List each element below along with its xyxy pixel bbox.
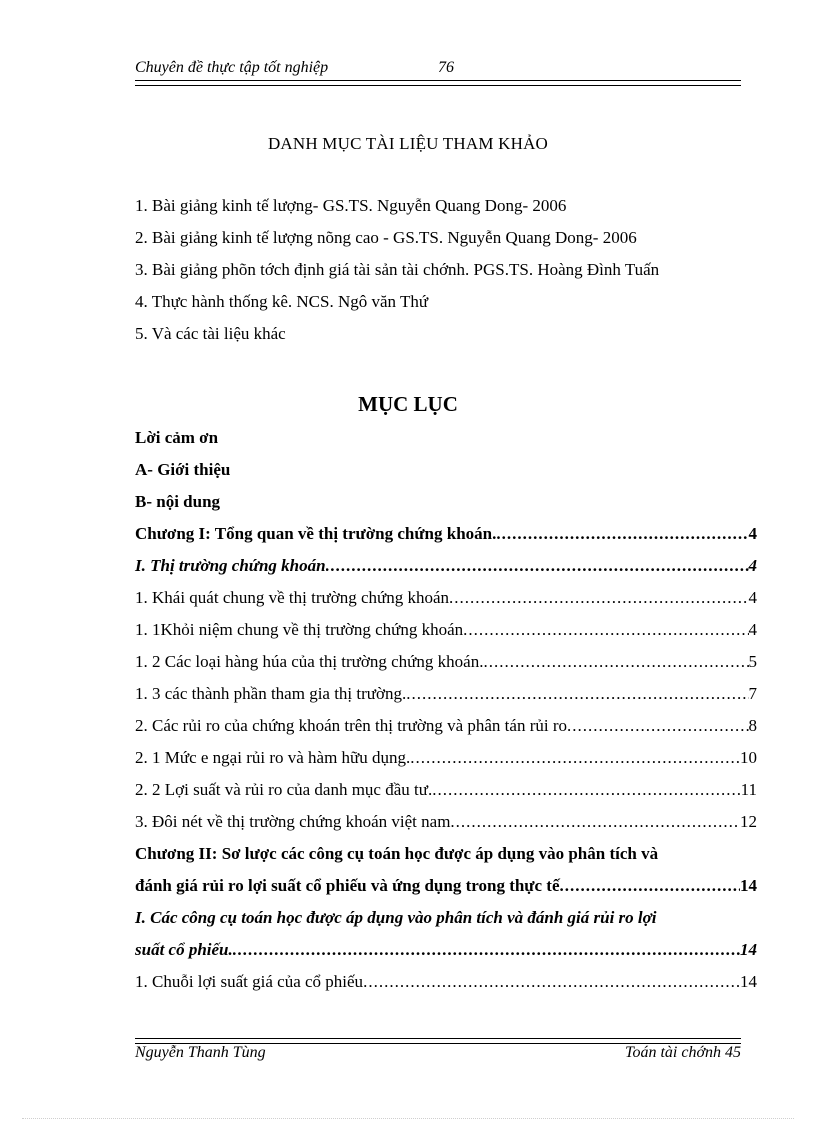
- toc-entry: [135, 428, 757, 460]
- toc-page-number: 4: [748, 524, 757, 543]
- toc-entry: [135, 748, 757, 780]
- toc-entry: [135, 780, 757, 812]
- toc-entry-line2: [135, 940, 757, 972]
- toc-page-number: 14: [740, 940, 757, 959]
- reference-item: 4. Thực hành thống kê. NCS. Ngô văn Thứ: [135, 292, 429, 311]
- toc-heading: MỤC LỤC: [358, 392, 458, 416]
- page-bottom-border: [22, 1118, 794, 1119]
- toc-entry-text: 2. 2 Lợi suất và rủi ro của danh mục đầu tư.: [135, 780, 433, 799]
- toc-entry: [135, 524, 757, 556]
- toc-entry: [135, 556, 757, 588]
- toc-entry-text: 2. 1 Mức e ngại rủi ro và hàm hữu dụng.: [135, 748, 411, 767]
- toc-page-number: 10: [740, 748, 757, 767]
- footer-author: Nguyễn Thanh Tùng: [135, 1044, 266, 1061]
- toc-page-number: 4: [748, 620, 757, 639]
- toc-entry-line2: [135, 876, 757, 908]
- toc-entry-text: Lời cảm ơn: [135, 428, 219, 447]
- toc-entry: [135, 588, 757, 620]
- toc-entry-text: 1. Chuỗi lợi suất giá của cổ phiếu: [135, 972, 364, 991]
- toc-entry: [135, 812, 757, 844]
- reference-item: 3. Bài giảng phõn tớch định giá tài sản tài chớnh. PGS.TS. Hoàng Đình Tuấn: [135, 260, 660, 279]
- toc-entry-text: suất cổ phiếu.: [135, 940, 233, 959]
- toc-page-number: 7: [748, 684, 757, 703]
- toc-page-number: 8: [748, 716, 757, 735]
- toc-page-number: 11: [740, 780, 757, 799]
- toc-page-number: 14: [740, 876, 757, 895]
- toc-entry-text: 1. 1Khỏi niệm chung về thị trường chứng khoán: [135, 620, 464, 639]
- toc-page-number: 12: [740, 812, 757, 831]
- toc-entry: [135, 620, 757, 652]
- toc-entry-text: 1. Khái quát chung về thị trường chứng khoán: [135, 588, 449, 607]
- toc-page-number: 4: [748, 556, 757, 575]
- toc-entry: [135, 684, 757, 716]
- toc-entry-line1: [135, 844, 757, 876]
- toc-entry-text: 1. 2 Các loại hàng húa của thị trường chứng khoán.: [135, 652, 484, 671]
- header-title: Chuyên đề thực tập tốt nghiệp: [135, 59, 329, 76]
- toc-entry-text: 3. Đôi nét về thị trường chứng khoán việt nam: [135, 812, 451, 831]
- toc-entry-text: 1. 3 các thành phần tham gia thị trường.: [135, 684, 407, 703]
- toc-entry-text: Chương II: Sơ lược các công cụ toán học được áp dụng vào phân tích và: [135, 844, 659, 863]
- page-footer: [135, 1044, 741, 1066]
- toc-entry-line1: [135, 908, 757, 940]
- reference-item: 1. Bài giảng kinh tế lượng- GS.TS. Nguyễn Quang Dong- 2006: [135, 196, 567, 215]
- toc-entry: [135, 972, 757, 1004]
- toc-entry-text: I. Thị trường chứng khoán: [135, 556, 326, 575]
- toc-entry: [135, 652, 757, 684]
- toc-entry: [135, 492, 757, 524]
- references-heading: DANH MỤC TÀI LIỆU THAM KHẢO: [267, 134, 549, 153]
- toc-entry-text: I. Các công cụ toán học được áp dụng vào phân tích và đánh giá rủi ro lợi: [135, 908, 657, 927]
- toc-entry: [135, 460, 757, 492]
- toc-entry-text: A- Giới thiệu: [135, 460, 231, 479]
- toc-entry-text: 2. Các rủi ro của chứng khoán trên thị trường và phân tán rủi ro: [135, 716, 567, 735]
- toc-entry: [135, 716, 757, 748]
- page-number: 76: [438, 59, 454, 76]
- toc-entry-text: B- nội dung: [135, 492, 221, 511]
- toc-page-number: 5: [748, 652, 757, 671]
- header-rule: [135, 80, 741, 86]
- reference-item: 2. Bài giảng kinh tế lượng nõng cao - GS.TS. Nguyễn Quang Dong- 2006: [135, 228, 637, 247]
- page-header: [135, 57, 741, 79]
- toc-page-number: 14: [740, 972, 757, 991]
- toc-entry-text: Chương I: Tổng quan về thị trường chứng khoán.: [135, 524, 497, 543]
- toc-entry-text: đánh giá rủi ro lợi suất cổ phiếu và ứng dụng trong thực tế: [135, 876, 560, 895]
- footer-class: Toán tài chớnh 45: [625, 1044, 741, 1061]
- toc-page-number: 4: [748, 588, 757, 607]
- reference-item: 5. Và các tài liệu khác: [135, 324, 286, 343]
